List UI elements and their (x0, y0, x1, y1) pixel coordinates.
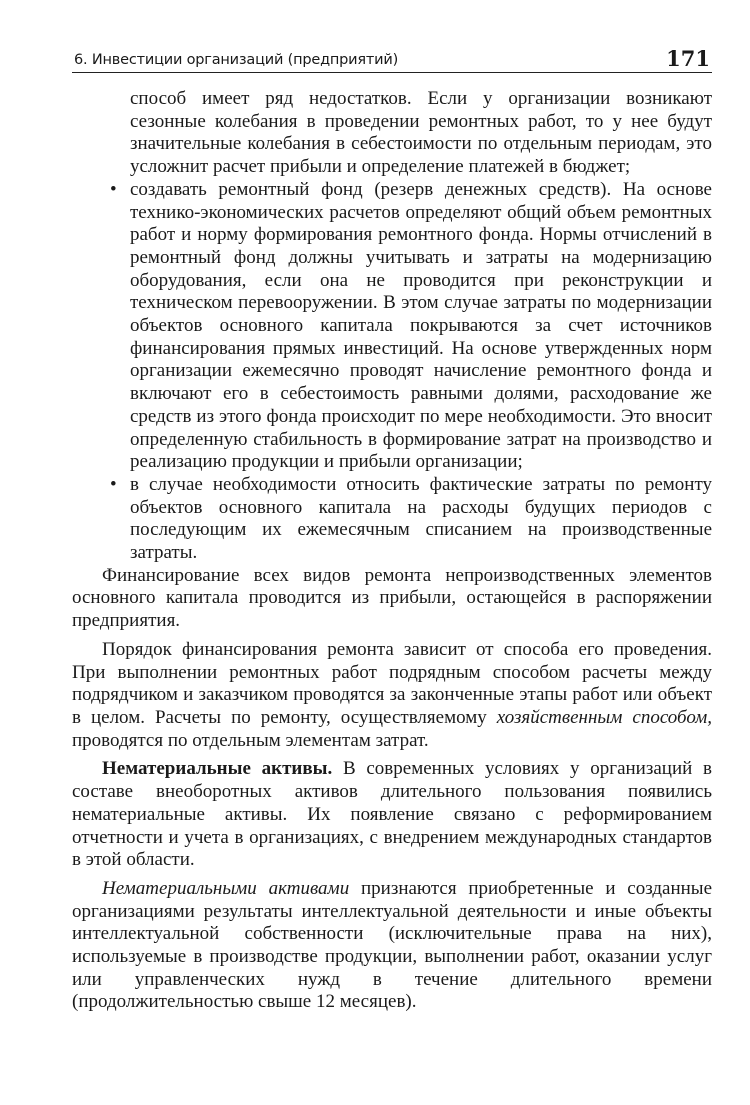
list-item-text: в случае необходимости относить фактические затраты по ремонту объектов основного капитала на расходы будущих периодов с последующим их ежемесячным списанием на производственные затраты. (130, 473, 712, 564)
paragraph-text: В современных условиях у организаций в составе внеоборотных активов длительного пользования появились нематериальные активы. Их появление связано с реформированием отчетности и учета в организациях, с внедрением международных стандартов в этой области. (72, 758, 712, 871)
section-title: 6. Инвестиции организаций (предприятий) (74, 52, 399, 68)
paragraph-financing-order (72, 639, 712, 753)
paragraph-repair-financing: Финансирование всех видов ремонта непроизводственных элементов основного капитала проводится из прибыли, остающейся в распоряжении предприятия. (72, 564, 712, 632)
paragraph-intangible-assets (72, 758, 712, 872)
bullet-marker: • (110, 178, 117, 200)
section-heading: Нематериальные активы. (102, 758, 333, 780)
paragraph-text: признаются приобретенные и созданные организациями результаты интеллектуальной деятельности и иные объекты интеллектуальной собственности (исключительные права на них), используемые в производстве продукции, выполнении работ, оказании услуг или управленческих нужд в течение длительного времени (продолжительностью свыше 12 месяцев). (72, 877, 713, 1013)
paragraph-text: Порядок финансирования ремонта зависит от способа его проведения. При выполнении ремонтных работ подрядным способом расчеты между подрядчиком и заказчиком проводятся за законченные этапы работ или объект в целом. Расчеты по ремонту, осуществляемому (72, 638, 712, 728)
paragraph-definition (72, 878, 712, 1014)
bullet-list (72, 179, 712, 565)
continued-list-text: способ имеет ряд недостатков. Если у организации возникают сезонные колебания в проведении ремонтных работ, то у нее будут значительные колебания в себестоимости по отдельным периодам, это усложнит расчет прибыли и определение платежей в бюджет; (130, 88, 712, 178)
bullet-marker: • (110, 473, 117, 495)
page-number: 171 (666, 46, 710, 71)
italic-term: Нематериальными активами (102, 877, 350, 899)
list-item-text: создавать ремонтный фонд (резерв денежных средств). На основе технико-экономических расчетов определяют общий объем ремонтных работ и норму формирования ремонтного фонда. Нормы отчислений в ремонтный фонд должны учитывать и затраты на модернизацию оборудования, если она не проводится при реконструкции и техническом перевооружении. В этом случае затраты по модернизации объектов основного капитала покрываются за счет источников финансирования прямых инвестиций. На основе утвержденных норм организации ежемесячно проводят начисление ремонтного фонда и включают его в себестоимость равными долями, расходование же средств из этого фонда происходит по мере необходимости. Это вносит определенную стабильность в формирование затрат на производство и реализацию продукции и прибыли организации; (130, 178, 712, 473)
paragraph-text: проводятся по отдельным элементам затрат. (72, 729, 429, 751)
italic-term: хозяйственным способом, (496, 706, 712, 728)
body-text (72, 88, 712, 1014)
list-item (110, 473, 712, 565)
list-item (110, 178, 712, 474)
running-head (72, 44, 712, 73)
